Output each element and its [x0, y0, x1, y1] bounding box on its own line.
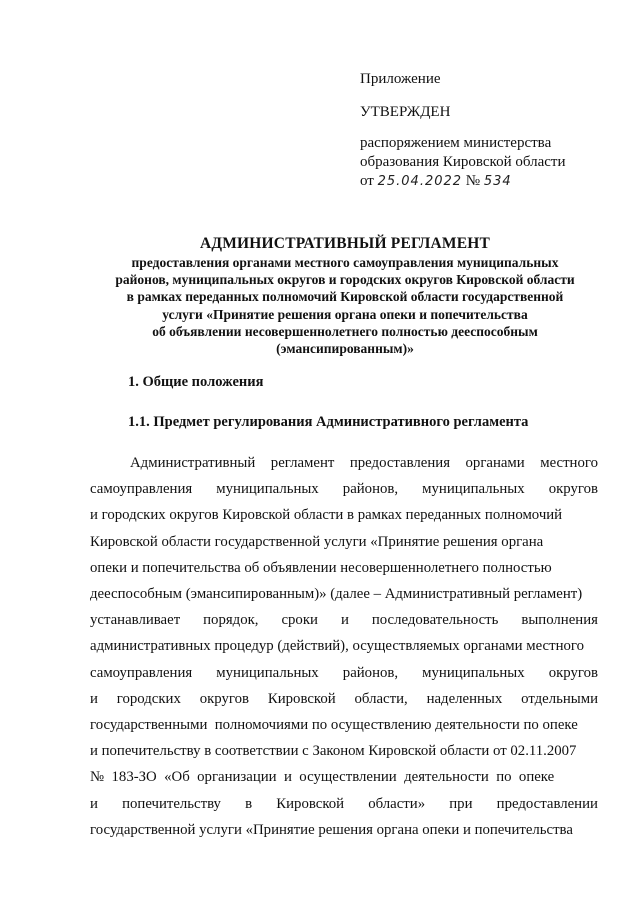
text-line: Административный регламент предоставления органами местного	[130, 455, 598, 471]
title-line: (эмансипированным)»	[276, 341, 414, 357]
title-line: районов, муниципальных округов и городских округов Кировской области	[115, 272, 575, 288]
title-line: предоставления органами местного самоуправления муниципальных	[131, 255, 559, 270]
approved-label: УТВЕРЖДЕН	[360, 104, 451, 120]
document-title	[90, 234, 600, 357]
text-line: государственными полномочиями по осуществлению деятельности по опеке	[90, 717, 578, 734]
body-paragraph	[90, 450, 598, 843]
title-line: в рамках переданных полномочий Кировской области государственной	[126, 289, 564, 305]
text-line: государственной услуги «Принятие решения органа опеки и попечительства	[90, 821, 573, 838]
order-date-line	[360, 172, 610, 191]
text-line: и попечительству в Кировской области» при предоставлении	[90, 795, 598, 812]
text-line: самоуправления муниципальных районов, муниципальных округов	[90, 664, 598, 681]
text-line: и городских округов Кировской области в рамках переданных полномочий	[90, 507, 563, 524]
order-line-2: образования Кировской области	[360, 154, 566, 170]
handwritten-date: 25.04.2022	[377, 174, 463, 189]
text-line: административных процедур (действий), осуществляемых органами местного	[90, 638, 585, 655]
handwritten-number: 534	[483, 174, 512, 189]
text-line: и городских округов Кировской области, наделенных отдельными	[90, 690, 598, 707]
appendix-label: Приложение	[360, 71, 441, 87]
text-line: самоуправления муниципальных районов, муниципальных округов	[90, 481, 598, 498]
text-line: № 183-ЗО «Об организации и осуществлении деятельности по опеке	[90, 769, 555, 786]
text-line: опеки и попечительства об объявлении несовершеннолетнего полностью	[90, 559, 552, 576]
text-line: и попечительству в соответствии с Законом Кировской области от 02.11.2007	[90, 743, 577, 760]
approval-block	[360, 70, 610, 191]
title-line: об объявлении несовершеннолетнего полностью дееспособным	[152, 323, 538, 339]
title-line: услуги «Принятие решения органа опеки и попечительства	[162, 306, 528, 322]
section-heading: 1. Общие положения	[128, 374, 264, 390]
text-line: устанавливает порядок, сроки и последовательность выполнения	[90, 612, 598, 629]
text-line: Кировской области государственной услуги «Принятие решения органа	[90, 533, 544, 550]
order-line-1: распоряжением министерства	[360, 135, 552, 151]
from-prefix: от	[360, 173, 374, 189]
number-sign: №	[465, 173, 481, 189]
title-main: АДМИНИСТРАТИВНЫЙ РЕГЛАМЕНТ	[199, 235, 491, 252]
text-line: дееспособным (эмансипированным)» (далее – Административный регламент)	[90, 586, 583, 603]
subsection-heading: 1.1. Предмет регулирования Административного регламента	[128, 414, 529, 430]
